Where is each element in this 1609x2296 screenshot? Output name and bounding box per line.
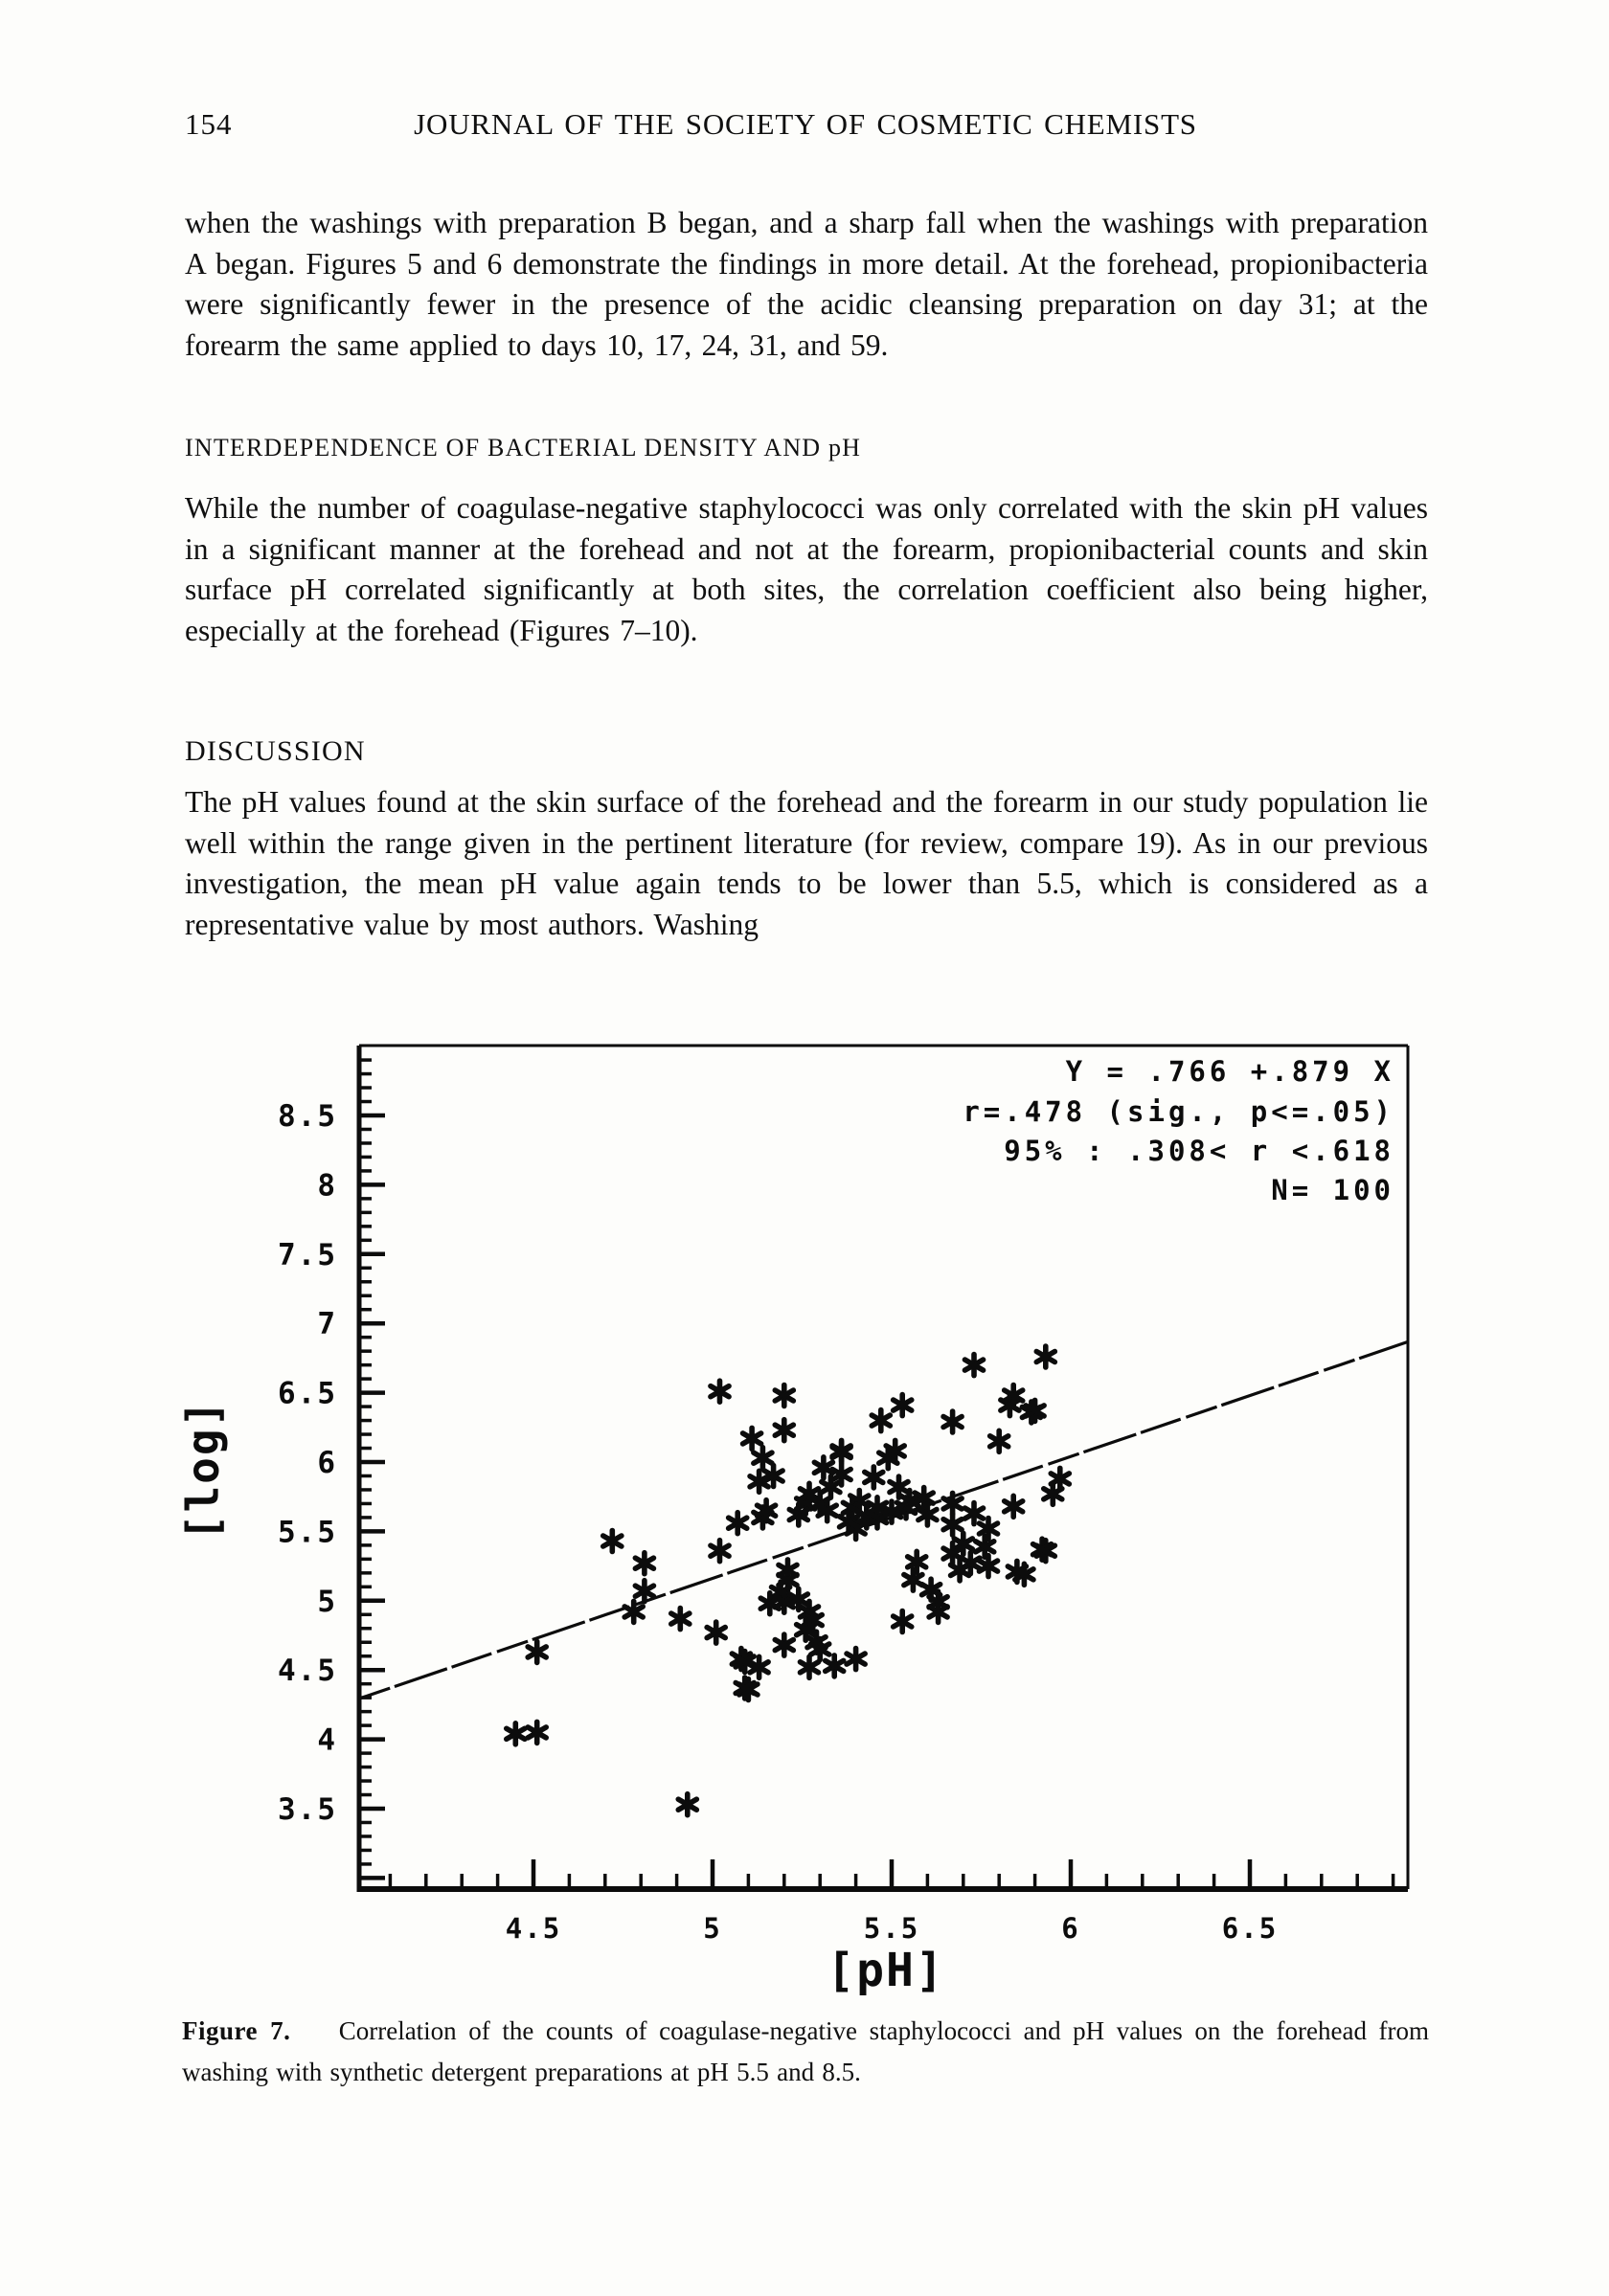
tick-labels [278,1099,1278,1945]
x-tick-label: 6.5 [1221,1912,1279,1945]
y-tick-label: 5 [317,1584,337,1619]
scatter-point [943,1493,962,1514]
scatter-point [847,1649,865,1670]
scatter-point [865,1467,883,1488]
scatter-point [990,1430,1008,1452]
scatter-point [707,1622,725,1643]
x-tick-label: 5 [703,1912,722,1945]
y-tick-label: 4 [317,1722,337,1758]
paragraph-1: when the washings with preparation B began, and a sharp fall when the washings with preparation A began. Figures 5 and 6 demonstrate the findings in more detail. At the forehead, propionibacteria were significantly fewer in the presence of the acidic cleansing preparation on day 31; at the forearm the same applied to days 10, 17, 24, 31, and 59. [185,206,1428,362]
page-header [185,107,1426,149]
y-tick-label: 6.5 [278,1376,337,1411]
scatter-point [1036,1346,1054,1367]
scatter-point [528,1722,546,1743]
x-tick-label: 6 [1061,1912,1080,1945]
section-heading-discussion: DISCUSSION [185,735,366,767]
page-number: 154 [185,107,233,141]
scatter-point [603,1531,622,1552]
stats-annotation [963,1055,1394,1206]
scatter-point [775,1420,793,1441]
paragraph-2: While the number of coagulase-negative staphylococci was only correlated with the skin pH values in a significant manner at the forehead and not at the forearm, propionibacterial counts and skin surface pH correlated significantly at both sites, the correlation coefficient also being higher, especially at the forehead (Figures 7–10). [185,491,1428,647]
figure-caption-label: Figure 7. [182,2016,291,2045]
scatter-point [711,1541,729,1562]
scatter-point [528,1641,546,1662]
scatter-point [979,1519,997,1540]
y-tick-label: 8 [317,1168,337,1204]
figure-7-scatter-plot [0,996,1609,2030]
y-tick-label: 8.5 [278,1099,337,1134]
y-tick-label: 7 [317,1307,337,1342]
scatter-point [894,1395,912,1416]
y-tick-label: 7.5 [278,1237,337,1272]
scatter-point [976,1536,994,1557]
scatter-point [964,1503,983,1524]
scatter-point [826,1655,844,1677]
scatter-point [671,1609,690,1630]
scatter-points [507,1346,1070,1815]
scatter-point [943,1514,962,1535]
y-tick-label: 6 [317,1446,337,1480]
x-tick-label: 4.5 [505,1912,562,1945]
scatter-point [754,1448,772,1469]
scatter-chart [0,996,1609,2030]
stats-line-n: N= 100 [1271,1174,1394,1206]
section-heading-interdependence: INTERDEPENDENCE OF BACTERIAL DENSITY AND pH [185,434,862,461]
figure-caption-text: Correlation of the counts of coagulase-negative staphylococci and pH values on the forehead from washing with synthetic detergent preparations at pH 5.5 and 8.5. [182,2016,1430,2086]
scatter-point [1005,1496,1023,1517]
y-tick-label: 5.5 [278,1515,337,1550]
scatter-point [743,1428,761,1449]
y-tick-label: 3.5 [278,1792,337,1827]
x-tick-label: 5.5 [863,1912,920,1945]
scatter-point [775,1385,793,1407]
scatter-point [908,1551,926,1572]
scatter-point [775,1634,793,1655]
y-tick-label: 4.5 [278,1654,337,1689]
paragraph-3: The pH values found at the skin surface of the forehead and the forearm in our study population lie well within the range given in the pertinent literature (for review, compare 19). As in our previous investigation, the mean pH value again tends to be lower than 5.5, which is considered as a representative value by most authors. Washing [185,785,1428,941]
scatter-point [964,1355,983,1376]
scatter-point [729,1513,747,1534]
scatter-point [904,1569,922,1590]
stats-line-r: r=.478 (sig., p<=.05) [963,1095,1394,1128]
axes [358,1046,1408,1892]
scatter-point [872,1410,890,1431]
scatter-point [711,1381,729,1402]
scatter-point [943,1411,962,1432]
scatter-point [507,1723,525,1745]
scatter-point [800,1656,818,1677]
scatter-point [678,1794,696,1815]
figure-caption [182,2011,1429,2093]
scatter-point [635,1553,653,1574]
journal-title: JOURNAL OF THE SOCIETY OF COSMETIC CHEMISTS [414,107,1197,141]
x-axis-title: [pH] [827,1944,945,1997]
scatter-point [894,1611,912,1632]
stats-line-ci: 95% : .308< r <.618 [1004,1135,1394,1167]
stats-line-equation: Y = .766 +.879 X [1065,1055,1394,1088]
y-axis-title: [log] [177,1398,229,1542]
